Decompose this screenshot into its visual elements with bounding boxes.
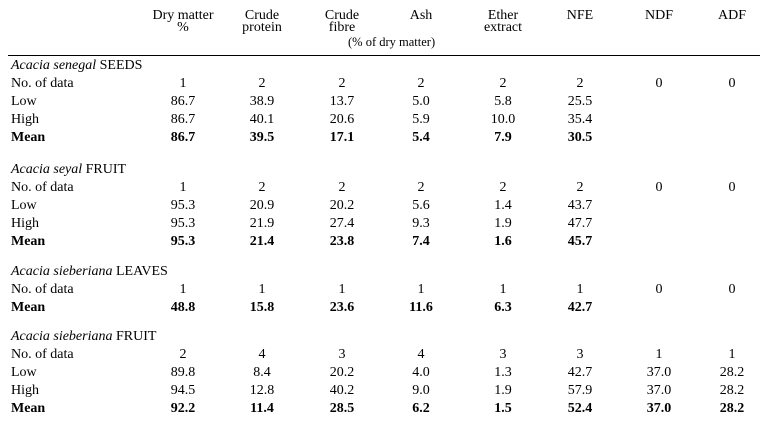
table-row [0, 401, 765, 419]
table-cell: 9.3 [412, 216, 430, 231]
table-cell: 7.4 [412, 234, 430, 249]
table-cell: 1.3 [494, 365, 512, 380]
table-cell: 45.7 [567, 234, 593, 249]
table-cell: 6.3 [494, 300, 512, 315]
table-cell: 37.0 [646, 365, 672, 380]
table-cell: 5.4 [412, 130, 430, 145]
col-header-adf: ADF [717, 8, 746, 23]
table-cell: 4.0 [412, 365, 430, 380]
row-label: Low [11, 198, 37, 213]
table-cell: 0 [655, 282, 663, 297]
table-row [0, 347, 765, 365]
table-cell: 21.9 [249, 216, 275, 231]
table-cell: 11.6 [409, 300, 433, 315]
units-note: (% of dry matter) [348, 35, 436, 49]
table-cell: 1.6 [494, 234, 512, 249]
col-header-crude-fibre: Crude fibre [324, 8, 360, 35]
table-cell: 1.9 [494, 216, 512, 231]
table-cell: 40.2 [329, 383, 355, 398]
table-cell: 4 [417, 347, 425, 362]
row-label: No. of data [11, 76, 74, 91]
table-row [0, 94, 765, 112]
table-row [0, 365, 765, 383]
table-cell: 38.9 [249, 94, 275, 109]
table-cell: 1 [655, 347, 663, 362]
table-cell: 20.6 [329, 112, 355, 127]
table-cell: 20.9 [249, 198, 275, 213]
row-label: Low [11, 94, 37, 109]
table-cell: 23.8 [329, 234, 355, 249]
table-cell: 6.2 [412, 401, 430, 416]
table-row [0, 282, 765, 300]
table-cell: 2 [499, 76, 507, 91]
table-cell: 28.2 [719, 401, 745, 416]
row-label: High [11, 383, 39, 398]
table-cell: 95.3 [170, 234, 196, 249]
table-cell: 5.8 [494, 94, 512, 109]
row-label: No. of data [11, 282, 74, 297]
table-cell: 86.7 [170, 94, 196, 109]
table-cell: 42.7 [567, 300, 593, 315]
table-cell: 7.9 [494, 130, 512, 145]
table-cell: 5.9 [412, 112, 430, 127]
table-cell: 52.4 [567, 401, 593, 416]
col-header-ndf: NDF [644, 8, 673, 23]
col-header-dry-matter: Dry matter % [152, 8, 214, 35]
table-cell: 2 [338, 76, 346, 91]
table-cell: 15.8 [249, 300, 275, 315]
table-cell: 92.2 [170, 401, 196, 416]
table-cell: 20.2 [329, 198, 355, 213]
table-cell: 0 [728, 282, 736, 297]
table-cell: 47.7 [567, 216, 593, 231]
table-cell: 11.4 [250, 401, 274, 416]
table-cell: 94.5 [170, 383, 196, 398]
table-cell: 2 [179, 347, 187, 362]
table-cell: 8.4 [253, 365, 271, 380]
table-cell: 1.9 [494, 383, 512, 398]
row-label: High [11, 216, 39, 231]
table-row [0, 76, 765, 94]
table-row [0, 180, 765, 198]
table-cell: 2 [499, 180, 507, 195]
table-cell: 1 [417, 282, 425, 297]
table-cell: 40.1 [249, 112, 275, 127]
table-cell: 42.7 [567, 365, 593, 380]
table-cell: 3 [576, 347, 584, 362]
table-row [0, 234, 765, 252]
col-header-crude-protein: Crude protein [242, 8, 282, 35]
table-cell: 2 [576, 180, 584, 195]
section-title: Acacia sieberiana LEAVES [11, 264, 168, 279]
col-header-nfe: NFE [566, 8, 594, 23]
table-cell: 4 [258, 347, 266, 362]
table-cell: 48.8 [170, 300, 196, 315]
table-cell: 86.7 [170, 112, 196, 127]
row-label: Mean [11, 300, 46, 315]
table-cell: 5.0 [412, 94, 430, 109]
table-cell: 1 [338, 282, 346, 297]
row-label: Mean [11, 234, 46, 249]
table-cell: 9.0 [412, 383, 430, 398]
table-cell: 1 [179, 180, 187, 195]
table-cell: 2 [417, 76, 425, 91]
table-cell: 1 [499, 282, 507, 297]
table-cell: 5.6 [412, 198, 430, 213]
table-cell: 39.5 [249, 130, 275, 145]
table-row [0, 112, 765, 130]
table-cell: 86.7 [170, 130, 196, 145]
section-title: Acacia seyal FRUIT [11, 162, 127, 177]
header-rule [8, 55, 760, 56]
table-cell: 43.7 [567, 198, 593, 213]
table-cell: 20.2 [329, 365, 355, 380]
table-cell: 3 [499, 347, 507, 362]
table-cell: 25.5 [567, 94, 593, 109]
table-cell: 0 [655, 76, 663, 91]
section-title: Acacia sieberiana FRUIT [11, 329, 157, 344]
table-cell: 0 [728, 180, 736, 195]
table-cell: 2 [417, 180, 425, 195]
table-cell: 95.3 [170, 216, 196, 231]
table-cell: 37.0 [646, 383, 672, 398]
table-cell: 27.4 [329, 216, 355, 231]
table-cell: 2 [576, 76, 584, 91]
table-cell: 3 [338, 347, 346, 362]
row-label: No. of data [11, 347, 74, 362]
table-cell: 2 [338, 180, 346, 195]
table-cell: 0 [655, 180, 663, 195]
table-cell: 2 [258, 180, 266, 195]
table-cell: 13.7 [329, 94, 355, 109]
section-title: Acacia senegal SEEDS [11, 58, 143, 73]
table-cell: 1.5 [494, 401, 512, 416]
table-cell: 1.4 [494, 198, 512, 213]
col-header-ether-extract: Ether extract [483, 8, 523, 35]
table-cell: 17.1 [329, 130, 355, 145]
table-cell: 1 [179, 76, 187, 91]
row-label: No. of data [11, 180, 74, 195]
table-row [0, 130, 765, 148]
table-cell: 89.8 [170, 365, 196, 380]
row-label: Mean [11, 401, 46, 416]
table-cell: 1 [179, 282, 187, 297]
table-cell: 10.0 [490, 112, 516, 127]
table-cell: 1 [576, 282, 584, 297]
table-cell: 1 [258, 282, 266, 297]
table-cell: 2 [258, 76, 266, 91]
table-cell: 30.5 [567, 130, 593, 145]
row-label: High [11, 112, 39, 127]
table-row [0, 300, 765, 318]
table-cell: 0 [728, 76, 736, 91]
row-label: Low [11, 365, 37, 380]
table-cell: 23.6 [329, 300, 355, 315]
table-cell: 28.2 [719, 365, 745, 380]
row-label: Mean [11, 130, 46, 145]
table-cell: 35.4 [567, 112, 593, 127]
table-cell: 1 [728, 347, 736, 362]
table-cell: 28.2 [719, 383, 745, 398]
table-cell: 28.5 [329, 401, 355, 416]
table-row [0, 198, 765, 216]
table-cell: 12.8 [249, 383, 275, 398]
table-cell: 21.4 [249, 234, 275, 249]
table-row [0, 383, 765, 401]
col-header-ash: Ash [409, 8, 433, 23]
table-cell: 57.9 [567, 383, 593, 398]
table-row [0, 216, 765, 234]
table-cell: 95.3 [170, 198, 196, 213]
table-cell: 37.0 [646, 401, 672, 416]
